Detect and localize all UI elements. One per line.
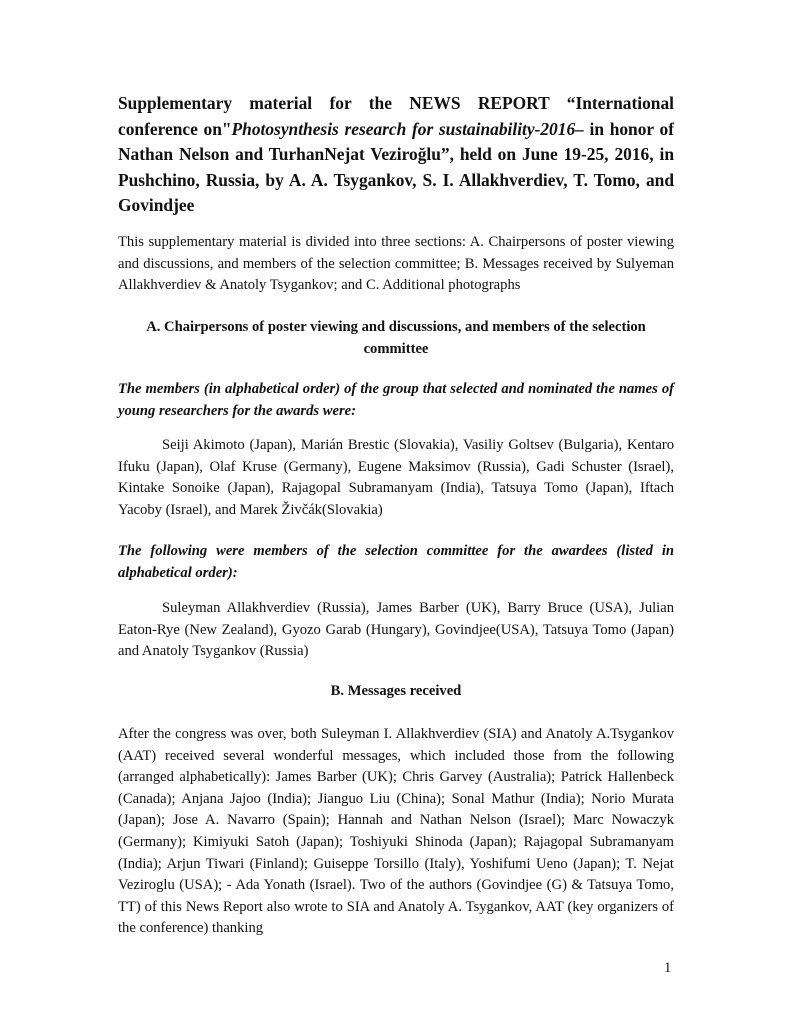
title-part-2: in honor of Nathan Nelson and TurhanNejat Veziroğlu”, held on June 19-25, 2016, in Pushchino, Russia, by A. A. Tsygankov, S. I. Allakhverdiev, T. Tomo, and Govindjee xyxy=(118,118,674,216)
document-title xyxy=(118,91,674,219)
section-b-heading: B. Messages received xyxy=(330,683,462,699)
committee-lead: The following were members of the selection committee for the awardees (listed in alphabetical order): xyxy=(118,543,674,581)
title-italic: Photosynthesis research for sustainability-2016– xyxy=(231,118,584,139)
members-list: Seiji Akimoto (Japan), Marián Brestic (Slovakia), Vasiliy Goltsev (Bulgaria), Kentaro Ifuku (Japan), Olaf Kruse (Germany), Eugene Maksimov (Russia), Gadi Schuster (Israel), Kintake Sonoike (Japan), Rajagopal Subramanyam (India), Tatsuya Tomo (Japan), Iftach Yacoby (Israel), and Marek Živčák(Slovakia) xyxy=(118,437,674,518)
members-lead: The members (in alphabetical order) of the group that selected and nominated the names of young researchers for the awards were: xyxy=(118,381,674,419)
messages-paragraph: After the congress was over, both Suleyman I. Allakhverdiev (SIA) and Anatoly A.Tsygankov (AAT) received several wonderful messages, which included those from the following (arranged alphabetically): James Barber (UK); Chris Garvey (Australia); Patrick Hallenbeck (Canada); Anjana Jajoo (India); Jianguo Liu (China); Sonal Mathur (India); Norio Murata (Japan); Jose A. Navarro (Spain); Hannah and Nathan Nelson (Israel); Marc Nowaczyk (Germany); Kimiyuki Satoh (Japan); Toshiyuki Shinoda (Japan); Rajagopal Subramanyam (India); Arjun Tiwari (Finland); Guiseppe Torsillo (Italy), Yoshifumi Ueno (Japan); T. Nejat Veziroglu (USA); - Ada Yonath (Israel). Two of the authors (Govindjee (G) & Tatsuya Tomo, TT) of this News Report also wrote to SIA and Anatoly A. Tsygankov, AAT (key organizers of the conference) thanking xyxy=(118,726,674,937)
intro-paragraph: This supplementary material is divided into three sections: A. Chairpersons of poster viewing and discussions, and members of the selection committee; B. Messages received by Sulyeman Allakhverdiev & Anatoly Tsygankov; and C. Additional photographs xyxy=(118,234,674,294)
title-part-1: Supplementary material for the NEWS REPORT “International conference on" xyxy=(118,93,674,139)
page-number: 1 xyxy=(664,960,672,976)
section-a-heading: A. Chairpersons of poster viewing and discussions, and members of the selection committee xyxy=(146,319,646,357)
committee-list: Suleyman Allakhverdiev (Russia), James Barber (UK), Barry Bruce (USA), Julian Eaton-Rye (New Zealand), Gyozo Garab (Hungary), Govindjee(USA), Tatsuya Tomo (Japan) and Anatoly Tsygankov (Russia) xyxy=(118,600,674,660)
